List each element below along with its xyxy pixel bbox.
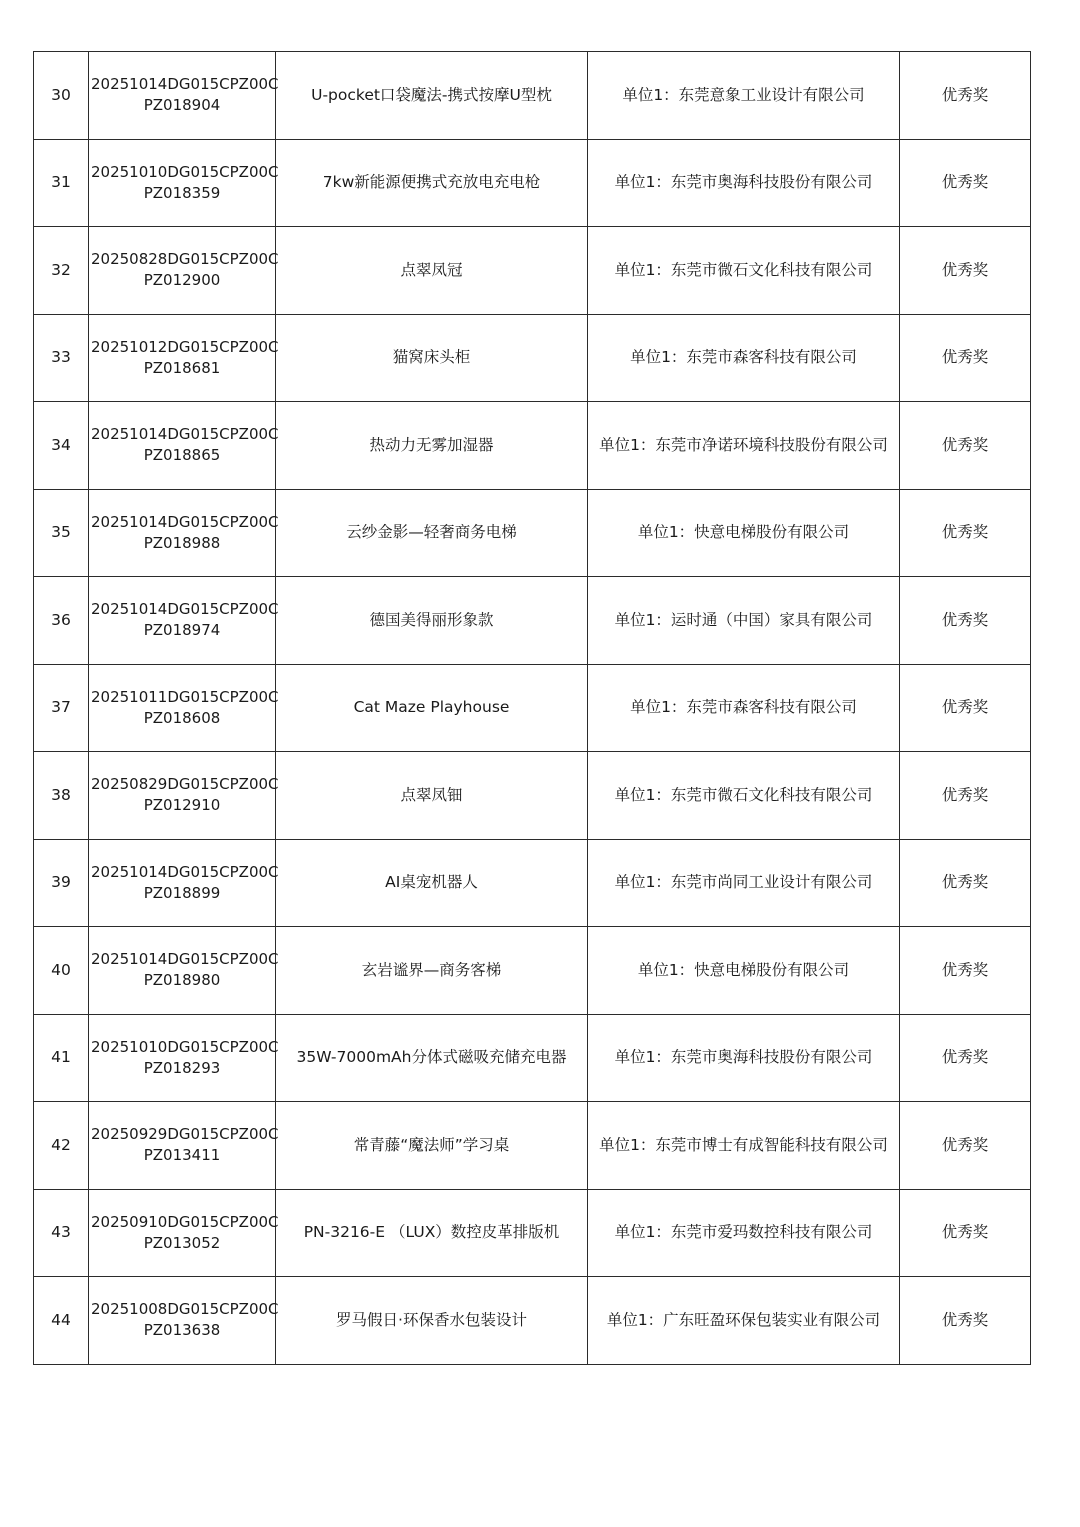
entry-code-cell [89, 1014, 279, 1102]
entry-code-cell [89, 314, 279, 402]
entry-code-line-2: PZ012900 [143, 271, 221, 290]
row-number-cell: 43 [34, 1189, 89, 1277]
entry-code-line-2: PZ012910 [143, 796, 221, 815]
row-number-cell: 37 [34, 664, 89, 752]
award-cell: 优秀奖 [900, 139, 1031, 227]
work-name-cell: PN-3216-E （LUX）数控皮革排版机 [276, 1189, 588, 1277]
entry-code-cell [89, 664, 279, 752]
row-number-cell: 40 [34, 927, 89, 1015]
entry-code-line-1: 20251011DG015CPZ00C [91, 687, 279, 706]
entry-code-cell [89, 839, 279, 927]
entry-code-cell [89, 52, 279, 140]
unit-cell: 单位1：东莞市森客科技有限公司 [588, 664, 900, 752]
entry-code-cell [89, 927, 279, 1015]
row-number-cell: 36 [34, 577, 89, 665]
entry-code-line-1: 20251014DG015CPZ00C [91, 950, 279, 969]
table-row [34, 227, 1031, 315]
work-name-cell: 罗马假日·环保香水包装设计 [276, 1277, 588, 1365]
unit-cell: 单位1：东莞市微石文化科技有限公司 [588, 752, 900, 840]
unit-cell: 单位1：东莞市尚同工业设计有限公司 [588, 839, 900, 927]
entry-code-line-2: PZ013411 [143, 1146, 221, 1165]
row-number-cell: 30 [34, 52, 89, 140]
row-number-cell: 34 [34, 402, 89, 490]
entry-code-line-1: 20251014DG015CPZ00C [91, 862, 279, 881]
unit-cell: 单位1：东莞市森客科技有限公司 [588, 314, 900, 402]
table-row [34, 402, 1031, 490]
entry-code-line-2: PZ018988 [143, 533, 221, 552]
award-cell: 优秀奖 [900, 227, 1031, 315]
entry-code-cell [89, 227, 279, 315]
table-row [34, 139, 1031, 227]
table-row [34, 52, 1031, 140]
work-name-cell: 7kw新能源便携式充放电充电枪 [276, 139, 588, 227]
table-row [34, 664, 1031, 752]
award-cell: 优秀奖 [900, 402, 1031, 490]
award-cell: 优秀奖 [900, 577, 1031, 665]
entry-code-cell [89, 752, 279, 840]
entry-code-line-2: PZ018899 [143, 883, 221, 902]
entry-code-line-2: PZ013638 [143, 1321, 221, 1340]
unit-cell: 单位1：东莞市奥海科技股份有限公司 [588, 1014, 900, 1102]
work-name-cell: 德国美得丽形象款 [276, 577, 588, 665]
entry-code-line-1: 20251014DG015CPZ00C [91, 75, 279, 94]
entry-code-cell [89, 1189, 279, 1277]
row-number-cell: 42 [34, 1102, 89, 1190]
award-cell: 优秀奖 [900, 752, 1031, 840]
work-name-cell: 热动力无雾加湿器 [276, 402, 588, 490]
entry-code-line-1: 20251012DG015CPZ00C [91, 337, 279, 356]
entry-code-line-1: 20251010DG015CPZ00C [91, 1037, 279, 1056]
work-name-cell: 玄岩谧界—商务客梯 [276, 927, 588, 1015]
unit-cell: 单位1：广东旺盈环保包装实业有限公司 [588, 1277, 900, 1365]
unit-cell: 单位1：快意电梯股份有限公司 [588, 489, 900, 577]
entry-code-line-1: 20251014DG015CPZ00C [91, 425, 279, 444]
award-cell: 优秀奖 [900, 489, 1031, 577]
unit-cell: 单位1：东莞市奥海科技股份有限公司 [588, 139, 900, 227]
work-name-cell: Cat Maze Playhouse [276, 664, 588, 752]
entry-code-line-1: 20251014DG015CPZ00C [91, 600, 279, 619]
unit-cell: 单位1：运时通（中国）家具有限公司 [588, 577, 900, 665]
row-number-cell: 35 [34, 489, 89, 577]
table-row [34, 752, 1031, 840]
award-table-body [34, 52, 1031, 1365]
unit-cell: 单位1：快意电梯股份有限公司 [588, 927, 900, 1015]
work-name-cell: AI桌宠机器人 [276, 839, 588, 927]
entry-code-line-2: PZ018904 [143, 96, 221, 115]
entry-code-line-1: 20251014DG015CPZ00C [91, 512, 279, 531]
award-cell: 优秀奖 [900, 927, 1031, 1015]
entry-code-line-1: 20251010DG015CPZ00C [91, 162, 279, 181]
row-number-cell: 32 [34, 227, 89, 315]
entry-code-line-2: PZ013052 [143, 1233, 221, 1252]
entry-code-line-1: 20250828DG015CPZ00C [91, 250, 279, 269]
entry-code-line-2: PZ018608 [143, 708, 221, 727]
row-number-cell: 31 [34, 139, 89, 227]
entry-code-line-1: 20250829DG015CPZ00C [91, 775, 279, 794]
row-number-cell: 44 [34, 1277, 89, 1365]
table-row [34, 489, 1031, 577]
row-number-cell: 38 [34, 752, 89, 840]
entry-code-line-1: 20251008DG015CPZ00C [91, 1300, 279, 1319]
unit-cell: 单位1：东莞市微石文化科技有限公司 [588, 227, 900, 315]
entry-code-cell [89, 489, 279, 577]
table-row [34, 839, 1031, 927]
award-cell: 优秀奖 [900, 314, 1031, 402]
entry-code-line-2: PZ018293 [143, 1058, 221, 1077]
award-cell: 优秀奖 [900, 1189, 1031, 1277]
award-cell: 优秀奖 [900, 1277, 1031, 1365]
row-number-cell: 33 [34, 314, 89, 402]
unit-cell: 单位1：东莞市博士有成智能科技有限公司 [588, 1102, 900, 1190]
entry-code-line-2: PZ018974 [143, 621, 221, 640]
award-cell: 优秀奖 [900, 839, 1031, 927]
row-number-cell: 41 [34, 1014, 89, 1102]
table-row [34, 927, 1031, 1015]
table-row [34, 1277, 1031, 1365]
work-name-cell: 点翠凤冠 [276, 227, 588, 315]
entry-code-cell [89, 139, 279, 227]
entry-code-cell [89, 577, 279, 665]
entry-code-line-2: PZ018681 [143, 358, 221, 377]
award-cell: 优秀奖 [900, 664, 1031, 752]
entry-code-line-2: PZ018359 [143, 183, 221, 202]
work-name-cell: 35W-7000mAh分体式磁吸充储充电器 [276, 1014, 588, 1102]
work-name-cell: U-pocket口袋魔法-携式按摩U型枕 [276, 52, 588, 140]
award-cell: 优秀奖 [900, 52, 1031, 140]
award-cell: 优秀奖 [900, 1014, 1031, 1102]
entry-code-line-2: PZ018865 [143, 446, 221, 465]
entry-code-cell [89, 402, 279, 490]
table-row [34, 1189, 1031, 1277]
work-name-cell: 云纱金影—轻奢商务电梯 [276, 489, 588, 577]
entry-code-line-1: 20250910DG015CPZ00C [91, 1212, 279, 1231]
award-cell: 优秀奖 [900, 1102, 1031, 1190]
work-name-cell: 猫窝床头柜 [276, 314, 588, 402]
entry-code-cell [89, 1277, 279, 1365]
entry-code-line-2: PZ018980 [143, 971, 221, 990]
entry-code-line-1: 20250929DG015CPZ00C [91, 1125, 279, 1144]
row-number-cell: 39 [34, 839, 89, 927]
table-row [34, 1102, 1031, 1190]
work-name-cell: 常青藤“魔法师”学习桌 [276, 1102, 588, 1190]
unit-cell: 单位1：东莞市净诺环境科技股份有限公司 [588, 402, 900, 490]
entry-code-cell [89, 1102, 279, 1190]
unit-cell: 单位1：东莞市爱玛数控科技有限公司 [588, 1189, 900, 1277]
award-table [33, 51, 1031, 1365]
table-row [34, 314, 1031, 402]
table-row [34, 1014, 1031, 1102]
table-row [34, 577, 1031, 665]
unit-cell: 单位1：东莞意象工业设计有限公司 [588, 52, 900, 140]
work-name-cell: 点翠凤钿 [276, 752, 588, 840]
